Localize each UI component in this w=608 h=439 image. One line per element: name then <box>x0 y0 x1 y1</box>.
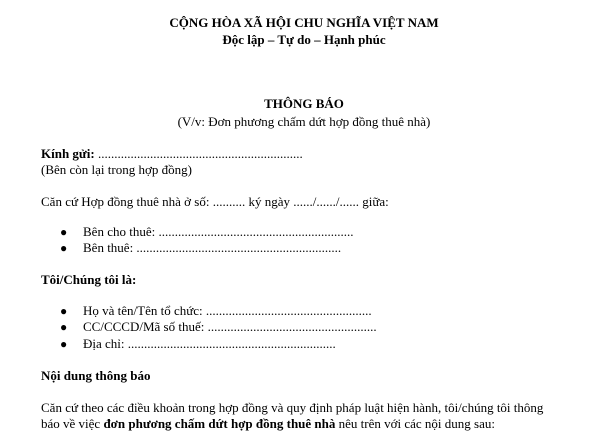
party-text: Bên thuê: ............................................................... <box>83 240 342 255</box>
content-paragraph-line-1: Căn cứ theo các điều khoản trong hợp đồng và quy định pháp luật hiện hành, tôi/chúng tôi thông <box>41 400 544 415</box>
recipient-dots: ............................................................... <box>94 146 303 161</box>
recipient-note: (Bên còn lại trong hợp đồng) <box>41 162 192 177</box>
bullet-icon: ● <box>60 337 68 351</box>
content-emphasis: đơn phương chấm dứt hợp đồng thuê nhà <box>103 416 336 431</box>
national-title: CỘNG HÒA XÃ HỘI CHU NGHĨA VIỆT NAM <box>169 15 439 30</box>
sender-item <box>60 319 377 335</box>
sender-item <box>60 303 372 319</box>
content-paragraph-line-2 <box>41 416 495 432</box>
sender-item-text: Họ và tên/Tên tổ chức: ................................................... <box>83 303 372 318</box>
sender-heading: Tôi/Chúng tôi là: <box>41 272 137 287</box>
party-item <box>60 240 341 256</box>
notice-subject: (V/v: Đơn phương chấm dứt hợp đồng thuê nhà) <box>177 114 431 129</box>
sender-item-text: Địa chỉ: ................................................................ <box>83 336 336 351</box>
motto: Độc lập – Tự do – Hạnh phúc <box>222 32 386 47</box>
recipient-label: Kính gửi: <box>41 146 95 161</box>
sender-item-text: CC/CCCD/Mã số thuế: .................................................... <box>83 319 377 334</box>
content-text: báo về việc <box>41 416 104 431</box>
content-text: nêu trên với các nội dung sau: <box>335 416 495 431</box>
basis-text: Căn cứ Hợp đồng thuê nhà ở số: .......... ký ngày ....../....../...... giữa: <box>41 194 389 209</box>
party-text: Bên cho thuê: ............................................................ <box>83 224 354 239</box>
bullet-icon: ● <box>60 225 68 239</box>
notice-title: THÔNG BÁO <box>264 96 344 111</box>
bullet-icon: ● <box>60 320 68 334</box>
bullet-icon: ● <box>60 304 68 318</box>
party-item <box>60 224 353 240</box>
bullet-icon: ● <box>60 241 68 255</box>
content-heading: Nội dung thông báo <box>41 368 151 383</box>
sender-item <box>60 336 336 352</box>
recipient-line <box>41 146 303 162</box>
